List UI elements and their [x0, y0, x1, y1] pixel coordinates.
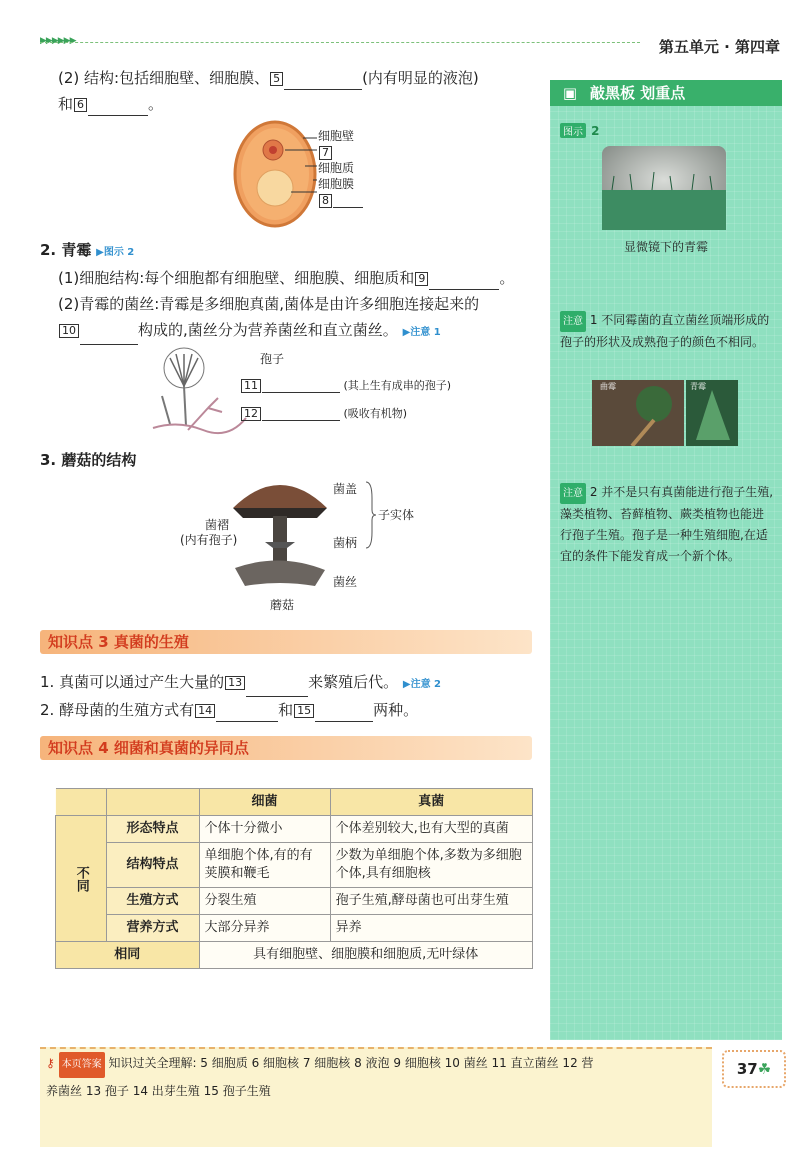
note-tag: 注意	[560, 483, 586, 504]
blank-number: 7	[319, 146, 332, 160]
cell-bacteria: 分裂生殖	[199, 888, 330, 915]
fill-blank[interactable]	[315, 705, 373, 722]
row-name: 形态特点	[106, 816, 199, 843]
text: 2. 酵母菌的生殖方式有	[40, 701, 195, 719]
cell-fungi: 个体差别较大,也有大型的真菌	[330, 816, 532, 843]
leaf-icon: ☘	[757, 1060, 772, 1078]
fill-blank[interactable]	[333, 195, 363, 208]
text: 和	[278, 701, 294, 719]
label-gill: 菌褶	[205, 518, 230, 532]
text: 两种。	[373, 701, 419, 719]
section-title: 3. 蘑菇的结构	[40, 451, 137, 469]
kp3-line-1	[40, 670, 441, 697]
answers-line-2: 养菌丝 13 孢子 14 出芽生殖 15 孢子生殖	[46, 1084, 271, 1098]
label-hypha: 菌丝	[333, 575, 358, 589]
text: (1)细胞结构:每个细胞都有细胞壁、细胞膜、细胞质和	[58, 269, 415, 287]
figure-caption: 显微镜下的青霉	[623, 240, 708, 254]
figure-tag: 图示	[560, 123, 586, 138]
text: 和	[58, 95, 74, 113]
note-ref-link[interactable]: ▶注意 2	[402, 679, 442, 690]
knowledge-point-4: 知识点 4 细菌和真菌的异同点	[40, 736, 532, 760]
microscope-photo	[602, 146, 726, 230]
note-tag: 注意	[560, 311, 586, 332]
fill-blank[interactable]	[262, 408, 340, 421]
page-number-text: 37	[736, 1060, 758, 1078]
comparison-table-wrapper	[55, 788, 533, 969]
kp3-line-2	[40, 698, 418, 722]
penicillium-heading	[40, 238, 134, 265]
label-cell-wall: 细胞壁	[318, 129, 355, 143]
diff-header: 不同	[56, 816, 107, 942]
fill-blank[interactable]	[80, 328, 138, 345]
sidebar-header	[550, 80, 782, 106]
penicillium-diagram	[148, 346, 248, 438]
answers-tag: 本页答案	[59, 1052, 105, 1078]
row-name: 结构特点	[106, 843, 199, 888]
text: 1. 真菌可以通过产生大量的	[40, 673, 225, 691]
text: 构成的,菌丝分为营养菌丝和直立菌丝。	[138, 321, 398, 339]
text: 来繁殖后代。	[308, 673, 399, 691]
key-icon: ⚷	[46, 1056, 55, 1070]
penicillium-line-1	[58, 266, 514, 290]
cell-fungi: 异养	[330, 915, 532, 942]
mushroom-caption: 蘑菇	[270, 598, 295, 612]
row-name: 生殖方式	[106, 888, 199, 915]
text: (内有明显的液泡)	[362, 69, 479, 87]
same-header: 相同	[56, 942, 200, 969]
corner-cell	[56, 789, 107, 816]
cell-bacteria: 单细胞个体,有的有荚膜和鞭毛	[199, 843, 330, 888]
text: (2) 结构:包括细胞壁、细胞膜、	[58, 69, 270, 87]
text: 。	[148, 95, 164, 113]
cell-bacteria: 个体十分微小	[199, 816, 330, 843]
blank-number: 11	[241, 379, 261, 393]
knowledge-point-3: 知识点 3 真菌的生殖	[40, 630, 532, 654]
penicillium-line-2	[58, 292, 479, 316]
note-text: 并不是只有真菌能进行孢子生殖,藻类植物、苔藓植物、蕨类植物也能进行孢子生殖。孢子是一种生殖细胞,在适宜的条件下能发育成一个新个体。	[560, 485, 774, 563]
label-spore: 孢子	[260, 352, 285, 366]
cell-bacteria: 大部分异养	[199, 915, 330, 942]
label-gill-note: (内有孢子)	[180, 533, 238, 547]
structure-line	[58, 66, 479, 90]
row-name: 营养方式	[106, 915, 199, 942]
label-cell-membrane: 细胞膜	[318, 177, 355, 191]
comparison-table	[55, 788, 533, 969]
blank-number: 15	[294, 704, 314, 718]
blank-number: 9	[415, 272, 428, 286]
fill-blank[interactable]	[284, 73, 362, 90]
cell-fungi: 孢子生殖,酵母菌也可出芽生殖	[330, 888, 532, 915]
figure-ref-link[interactable]: ▶图示 2	[96, 247, 135, 258]
teacher-icon: ▣	[562, 84, 578, 102]
label-cytoplasm: 细胞质	[318, 161, 355, 175]
yeast-labels	[318, 128, 363, 208]
blank-number: 5	[270, 72, 283, 86]
header-arrows: ▶▶▶▶▶▶	[40, 36, 76, 46]
mushroom-heading	[40, 448, 136, 472]
photo-label-aspergillus: 曲霉	[600, 382, 616, 391]
note-number: 1	[589, 313, 598, 327]
blank-number: 14	[195, 704, 215, 718]
note-1	[560, 310, 774, 353]
chapter-title: 第五单元 · 第四章	[658, 38, 780, 56]
note: (其上生有成串的孢子)	[343, 379, 452, 392]
sidebar-title: 敲黑板 划重点	[590, 84, 686, 102]
answers-text	[46, 1050, 706, 1104]
blank-number: 13	[225, 676, 245, 690]
text: (2)青霉的菌丝:青霉是多细胞真菌,菌体是由许多细胞连接起来的	[58, 295, 480, 313]
label-spore-row	[240, 350, 284, 367]
penicillium-line-3	[58, 318, 441, 345]
fill-blank[interactable]	[429, 273, 499, 290]
label-stalk: 菌柄	[333, 536, 358, 550]
label-fruiting-body: 子实体	[378, 508, 415, 522]
header-rule	[40, 42, 640, 45]
col-bacteria: 细菌	[199, 789, 330, 816]
same-cell: 具有细胞壁、细胞膜和细胞质,无叶绿体	[199, 942, 533, 969]
mushroom-diagram	[225, 472, 335, 596]
structure-line-2	[58, 92, 163, 116]
fill-blank[interactable]	[262, 380, 340, 393]
fill-blank[interactable]	[246, 680, 308, 697]
blank-number: 12	[241, 407, 261, 421]
note-ref-link[interactable]: ▶注意 1	[402, 327, 441, 338]
text: 。	[499, 269, 515, 287]
blank-number: 6	[74, 98, 87, 112]
label-cap: 菌盖	[333, 482, 358, 496]
blank-number: 8	[319, 194, 332, 208]
figure-number: 2	[591, 124, 600, 138]
page-number	[722, 1050, 786, 1088]
sidebar-figure-tag	[560, 120, 599, 139]
note: (吸收有机物)	[343, 407, 408, 420]
fruit-body-brace	[364, 480, 376, 550]
fill-blank[interactable]	[88, 99, 148, 116]
blank-number: 10	[59, 324, 79, 338]
cell-fungi: 少数为单细胞个体,多数为多细胞个体,具有细胞核	[330, 843, 532, 888]
label-upright-row	[240, 377, 451, 393]
section-title: 2. 青霉	[40, 241, 92, 259]
note-2	[560, 482, 774, 567]
note-number: 2	[589, 485, 598, 499]
label-vegetative-row	[240, 405, 407, 421]
corner-cell	[106, 789, 199, 816]
fill-blank[interactable]	[216, 705, 278, 722]
col-fungi: 真菌	[330, 789, 532, 816]
photo-label-penicillium: 青霉	[690, 382, 706, 391]
answers-line-1: 知识过关全理解: 5 细胞质 6 细胞核 7 细胞核 8 液泡 9 细胞核 10 菌丝 11 直立菌丝 12 营	[108, 1056, 594, 1070]
note-text: 不同霉菌的直立菌丝顶端形成的孢子的形状及成熟孢子的颜色不相同。	[560, 313, 770, 349]
